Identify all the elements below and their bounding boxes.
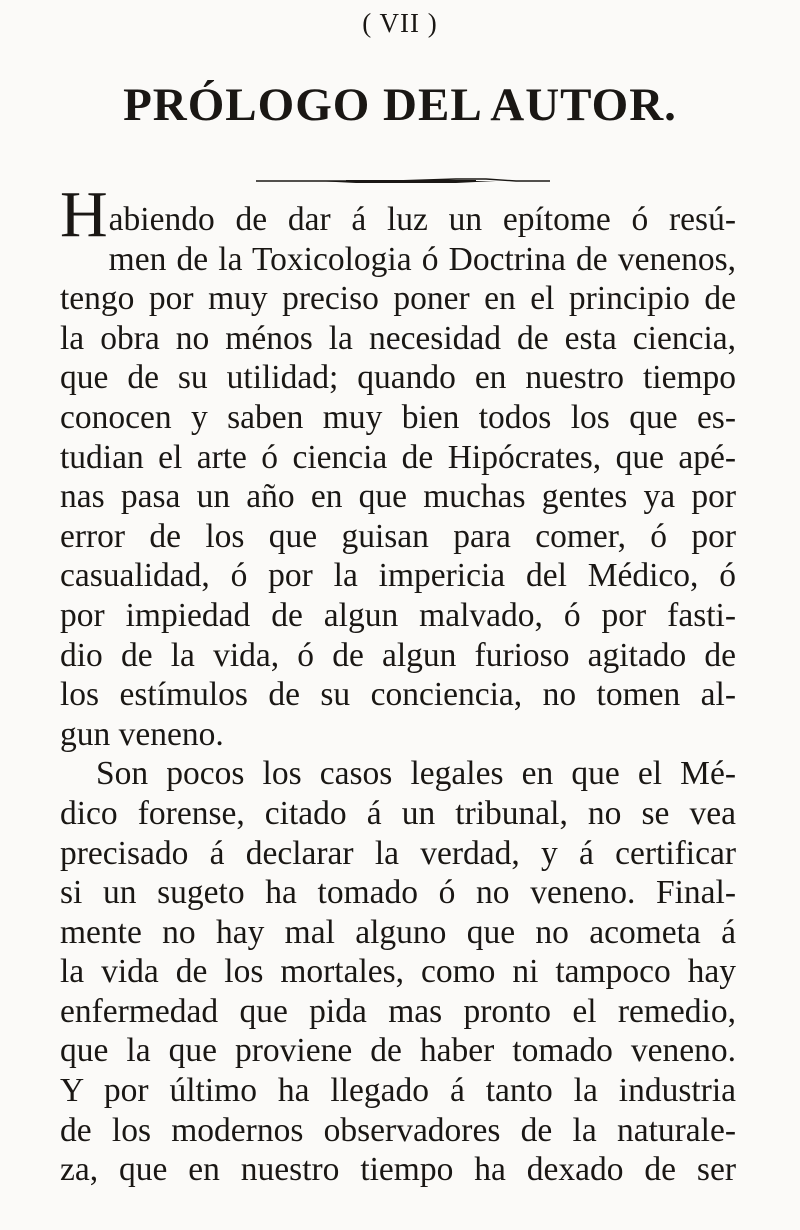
text-line: Y por último ha llegado á tanto la industria xyxy=(60,1072,736,1110)
text-line: dico forense, citado á un tribunal, no se vea xyxy=(60,794,736,832)
text-line: tudian el arte ó ciencia de Hipócrates, que apé- xyxy=(60,438,736,476)
text-line: mente no hay mal alguno que no acometa á xyxy=(60,913,736,951)
text-line: de los modernos observadores de la naturale- xyxy=(60,1111,736,1149)
text-line: gun veneno. xyxy=(60,715,224,753)
body-text xyxy=(60,178,736,1190)
text-line: nas pasa un año en que muchas gentes ya por xyxy=(60,478,736,516)
title-divider xyxy=(256,178,550,184)
text-line: por impiedad de algun malvado, ó por fasti- xyxy=(60,596,736,634)
text-line: precisado á declarar la verdad, y á certificar xyxy=(60,834,736,872)
text-line: casualidad, ó por la impericia del Médico, ó xyxy=(60,557,736,595)
text-line: los estímulos de su conciencia, no tomen al- xyxy=(60,676,736,714)
text-line: la vida de los mortales, como ni tampoco hay xyxy=(60,953,736,991)
page-title: PRÓLOGO DEL AUTOR. xyxy=(123,79,677,131)
text-line: conocen y saben muy bien todos los que es- xyxy=(60,398,736,436)
text-line: error de los que guisan para comer, ó por xyxy=(60,517,736,555)
text-line: que la que proviene de haber tomado veneno. xyxy=(60,1032,736,1070)
drop-cap: H xyxy=(60,178,108,251)
text-line: la obra no ménos la necesidad de esta ciencia, xyxy=(60,319,736,357)
text-line: enfermedad que pida mas pronto el remedio, xyxy=(60,992,736,1030)
text-line: za, que en nuestro tiempo ha dexado de ser xyxy=(60,1151,736,1189)
page-number: ( VII ) xyxy=(362,8,438,38)
text-line: si un sugeto ha tomado ó no veneno. Final- xyxy=(60,874,736,912)
text-line: que de su utilidad; quando en nuestro tiempo xyxy=(60,359,736,397)
text-line: dio de la vida, ó de algun furioso agitado de xyxy=(60,636,736,674)
text-line: men de la Toxicologia ó Doctrina de venenos, xyxy=(108,240,736,278)
text-line: tengo por muy preciso poner en el principio de xyxy=(60,280,736,318)
text-line: Son pocos los casos legales en que el Mé- xyxy=(96,755,736,793)
text-line: Habiendo de dar á luz un epítome ó resú- xyxy=(60,178,736,251)
